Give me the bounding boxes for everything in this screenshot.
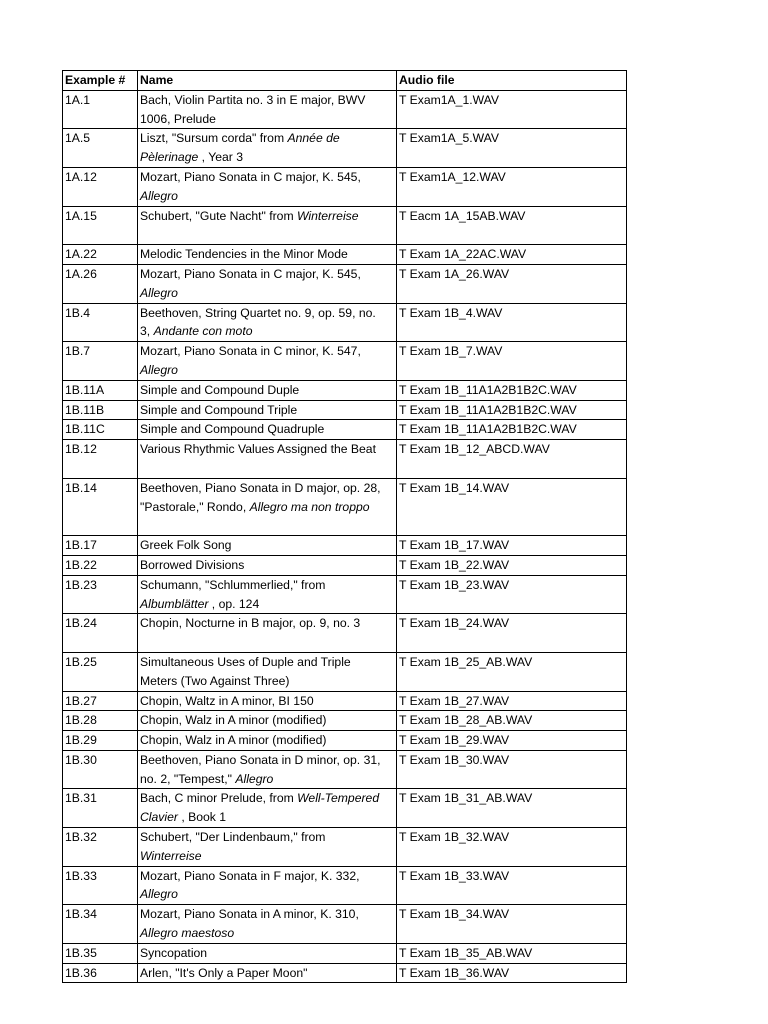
example-number-cell: 1B.31 xyxy=(63,789,138,828)
audio-examples-table xyxy=(62,70,627,983)
audio-file-cell: T Exam 1A_22AC.WAV xyxy=(397,245,627,265)
name-text: Simultaneous Uses of Duple and Triple xyxy=(140,654,351,669)
name-text: Mozart, Piano Sonata in C major, K. 545, xyxy=(140,266,361,281)
name-cell xyxy=(138,342,397,381)
name-text: , Book 1 xyxy=(177,810,227,825)
table-row xyxy=(63,575,627,614)
table-row xyxy=(63,866,627,905)
italic-title: Allegro xyxy=(140,887,178,902)
example-number-cell: 1B.35 xyxy=(63,943,138,963)
table-row xyxy=(63,167,627,206)
italic-title: Allegro ma non troppo xyxy=(249,499,370,514)
example-number-cell: 1B.11A xyxy=(63,380,138,400)
table-row xyxy=(63,905,627,944)
audio-file-cell: T Exam 1B_28_AB.WAV xyxy=(397,711,627,731)
italic-title: Clavier xyxy=(140,810,178,825)
name-text: Arlen, "It's Only a Paper Moon" xyxy=(140,965,308,980)
example-number-cell: 1A.22 xyxy=(63,245,138,265)
name-text: Greek Folk Song xyxy=(140,538,232,553)
table-row xyxy=(63,90,627,129)
italic-title: Année de xyxy=(287,131,340,146)
italic-title: Allegro maestoso xyxy=(140,926,235,941)
name-text: Schubert, "Gute Nacht" from xyxy=(140,208,297,223)
audio-file-cell: T Exam 1B_12_ABCD.WAV xyxy=(397,440,627,479)
audio-file-cell: T Exam 1B_24.WAV xyxy=(397,614,627,653)
example-number-cell: 1B.32 xyxy=(63,828,138,867)
name-cell xyxy=(138,129,397,168)
table-row xyxy=(63,943,627,963)
example-number-cell: 1B.7 xyxy=(63,342,138,381)
table-row xyxy=(63,303,627,342)
column-header-name: Name xyxy=(138,71,397,91)
name-text: Various Rhythmic Values Assigned the Beat xyxy=(140,442,376,457)
audio-file-cell: T Exam 1B_11A1A2B1B2C.WAV xyxy=(397,400,627,420)
name-cell xyxy=(138,943,397,963)
table-row xyxy=(63,750,627,789)
audio-file-cell: T Exam 1B_17.WAV xyxy=(397,536,627,556)
audio-file-cell: T Exam 1B_23.WAV xyxy=(397,575,627,614)
audio-file-cell: T Exam 1B_11A1A2B1B2C.WAV xyxy=(397,380,627,400)
table-row xyxy=(63,731,627,751)
table-row xyxy=(63,555,627,575)
column-header-audio-file: Audio file xyxy=(397,71,627,91)
name-text: Syncopation xyxy=(140,945,208,960)
name-cell xyxy=(138,440,397,479)
audio-file-cell: T Exam 1B_11A1A2B1B2C.WAV xyxy=(397,420,627,440)
italic-title: Allegro xyxy=(235,771,274,786)
italic-title: Albumblätter xyxy=(140,596,209,611)
example-number-cell: 1B.12 xyxy=(63,440,138,479)
column-header-example: Example # xyxy=(63,71,138,91)
name-cell xyxy=(138,731,397,751)
name-text: Bach, C minor Prelude, from xyxy=(140,791,298,806)
table-body xyxy=(63,90,627,983)
name-text: Bach, Violin Partita no. 3 in E major, BWV xyxy=(140,92,366,107)
name-text: 3, xyxy=(140,324,154,339)
name-text: Schumann, "Schlummerlied," from xyxy=(140,577,326,592)
name-text: Simple and Compound Quadruple xyxy=(140,422,325,437)
name-text: Chopin, Walz in A minor (modified) xyxy=(140,733,327,748)
table-row xyxy=(63,652,627,691)
example-number-cell: 1B.22 xyxy=(63,555,138,575)
name-text: Chopin, Waltz in A minor, BI 150 xyxy=(140,693,314,708)
name-text: no. 2, "Tempest," xyxy=(140,771,236,786)
table-row xyxy=(63,440,627,479)
name-cell xyxy=(138,691,397,711)
audio-file-cell: T Exam 1B_7.WAV xyxy=(397,342,627,381)
name-text: Simple and Compound Duple xyxy=(140,382,300,397)
example-number-cell: 1B.27 xyxy=(63,691,138,711)
name-text: Mozart, Piano Sonata in C minor, K. 547, xyxy=(140,344,361,359)
audio-file-cell: T Exam1A_12.WAV xyxy=(397,167,627,206)
name-text: Meters (Two Against Three) xyxy=(140,673,290,688)
table-row xyxy=(63,691,627,711)
example-number-cell: 1B.11B xyxy=(63,400,138,420)
audio-file-cell: T Exam 1B_14.WAV xyxy=(397,478,627,535)
italic-title: Allegro xyxy=(140,188,178,203)
name-cell xyxy=(138,303,397,342)
table-row xyxy=(63,342,627,381)
table-row xyxy=(63,789,627,828)
name-text: Chopin, Nocturne in B major, op. 9, no. 3 xyxy=(140,616,361,631)
italic-title: Andante con moto xyxy=(153,324,253,339)
audio-file-cell: T Exam 1B_4.WAV xyxy=(397,303,627,342)
audio-file-cell: T Exam 1B_22.WAV xyxy=(397,555,627,575)
name-text: Chopin, Walz in A minor (modified) xyxy=(140,713,327,728)
example-number-cell: 1B.23 xyxy=(63,575,138,614)
audio-file-cell: T Exam 1B_35_AB.WAV xyxy=(397,943,627,963)
audio-file-cell: T Eacm 1A_15AB.WAV xyxy=(397,206,627,245)
audio-file-cell: T Exam1A_1.WAV xyxy=(397,90,627,129)
example-number-cell: 1B.28 xyxy=(63,711,138,731)
italic-title: Allegro xyxy=(140,285,178,300)
example-number-cell: 1B.36 xyxy=(63,963,138,983)
example-number-cell: 1B.33 xyxy=(63,866,138,905)
example-number-cell: 1B.29 xyxy=(63,731,138,751)
italic-title: Allegro xyxy=(140,362,178,377)
italic-title: Pèlerinage xyxy=(140,150,199,165)
italic-title: Winterreise xyxy=(297,208,359,223)
name-text: Simple and Compound Triple xyxy=(140,402,298,417)
audio-file-cell: T Exam 1B_30.WAV xyxy=(397,750,627,789)
example-number-cell: 1A.1 xyxy=(63,90,138,129)
name-cell xyxy=(138,206,397,245)
name-text: "Pastorale," Rondo, xyxy=(140,499,250,514)
name-text: Borrowed Divisions xyxy=(140,557,245,572)
example-number-cell: 1B.30 xyxy=(63,750,138,789)
name-cell xyxy=(138,866,397,905)
example-number-cell: 1B.17 xyxy=(63,536,138,556)
italic-title: Winterreise xyxy=(140,848,202,863)
name-cell xyxy=(138,380,397,400)
table-row xyxy=(63,711,627,731)
example-number-cell: 1A.26 xyxy=(63,264,138,303)
name-cell xyxy=(138,828,397,867)
example-number-cell: 1B.34 xyxy=(63,905,138,944)
name-text: Mozart, Piano Sonata in A minor, K. 310, xyxy=(140,907,359,922)
name-text: Beethoven, String Quartet no. 9, op. 59, no. xyxy=(140,305,376,320)
example-number-cell: 1B.11C xyxy=(63,420,138,440)
name-cell xyxy=(138,750,397,789)
name-cell xyxy=(138,478,397,535)
name-text: Mozart, Piano Sonata in F major, K. 332, xyxy=(140,868,360,883)
name-cell xyxy=(138,245,397,265)
name-cell xyxy=(138,90,397,129)
name-cell xyxy=(138,400,397,420)
example-number-cell: 1A.15 xyxy=(63,206,138,245)
example-number-cell: 1B.24 xyxy=(63,614,138,653)
table-row xyxy=(63,400,627,420)
name-cell xyxy=(138,555,397,575)
table-row xyxy=(63,206,627,245)
name-cell xyxy=(138,963,397,983)
audio-file-cell: T Exam 1B_34.WAV xyxy=(397,905,627,944)
name-cell xyxy=(138,167,397,206)
header-row xyxy=(63,71,627,91)
name-text: , op. 124 xyxy=(208,596,260,611)
table-row xyxy=(63,129,627,168)
name-cell xyxy=(138,789,397,828)
name-cell xyxy=(138,652,397,691)
audio-file-cell: T Exam 1B_32.WAV xyxy=(397,828,627,867)
name-cell xyxy=(138,905,397,944)
name-text: Beethoven, Piano Sonata in D major, op. 28, xyxy=(140,480,381,495)
example-number-cell: 1B.25 xyxy=(63,652,138,691)
name-cell xyxy=(138,536,397,556)
example-number-cell: 1A.5 xyxy=(63,129,138,168)
name-text: Liszt, "Sursum corda" from xyxy=(140,131,288,146)
audio-file-cell: T Exam 1B_27.WAV xyxy=(397,691,627,711)
name-text: Melodic Tendencies in the Minor Mode xyxy=(140,247,348,262)
audio-file-cell: T Exam 1B_25_AB.WAV xyxy=(397,652,627,691)
table-row xyxy=(63,264,627,303)
table-row xyxy=(63,614,627,653)
name-cell xyxy=(138,711,397,731)
italic-title: Well-Tempered xyxy=(297,791,380,806)
table-row xyxy=(63,828,627,867)
audio-file-cell: T Exam 1B_33.WAV xyxy=(397,866,627,905)
name-cell xyxy=(138,575,397,614)
name-cell xyxy=(138,264,397,303)
example-number-cell: 1A.12 xyxy=(63,167,138,206)
table-row xyxy=(63,963,627,983)
audio-file-cell: T Exam 1B_29.WAV xyxy=(397,731,627,751)
name-text: Schubert, "Der Lindenbaum," from xyxy=(140,830,326,845)
audio-file-cell: T Exam 1B_31_AB.WAV xyxy=(397,789,627,828)
example-number-cell: 1B.14 xyxy=(63,478,138,535)
name-cell xyxy=(138,420,397,440)
audio-file-cell: T Exam 1A_26.WAV xyxy=(397,264,627,303)
example-number-cell: 1B.4 xyxy=(63,303,138,342)
table-row xyxy=(63,536,627,556)
table-row xyxy=(63,420,627,440)
name-cell xyxy=(138,614,397,653)
audio-file-cell: T Exam1A_5.WAV xyxy=(397,129,627,168)
name-text: 1006, Prelude xyxy=(140,111,216,126)
name-text: , Year 3 xyxy=(198,150,244,165)
name-text: Mozart, Piano Sonata in C major, K. 545, xyxy=(140,169,361,184)
name-text: Beethoven, Piano Sonata in D minor, op. 31, xyxy=(140,752,381,767)
table-row xyxy=(63,245,627,265)
audio-file-cell: T Exam 1B_36.WAV xyxy=(397,963,627,983)
table-row xyxy=(63,478,627,535)
table-row xyxy=(63,380,627,400)
